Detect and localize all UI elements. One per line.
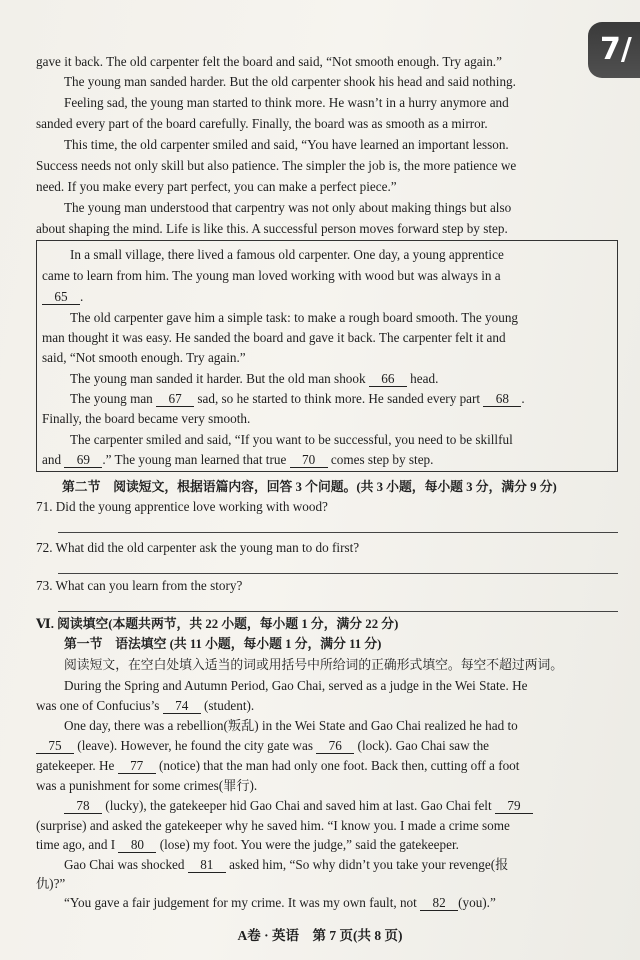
- instructions: 阅读短文，在空白处填入适当的词或用括号中所给词的正确形式填空。每空不超过两词。: [64, 658, 564, 672]
- passage-line: was a punishment for some crimes(罪行).: [36, 778, 258, 793]
- summary-line: came to learn from him. The young man loved working with wood but was always in a: [42, 268, 501, 283]
- story-line: Feeling sad, the young man started to think more. He wasn’t in a hurry anymore and: [64, 95, 509, 110]
- question-72: 72. What did the old carpenter ask the young man to do first?: [36, 540, 360, 555]
- summary-line: The carpenter smiled and said, “If you want to be successful, you need to be skillful: [70, 432, 513, 447]
- passage-line: Gao Chai was shocked 81 asked him, “So why didn’t you take your revenge(报: [64, 857, 509, 872]
- story-line: The young man sanded harder. But the old carpenter shook his head and said nothing.: [64, 74, 516, 89]
- part-header: Ⅵ. 阅读填空(本题共两节，共 22 小题，每小题 1 分，满分 22 分): [36, 617, 399, 631]
- passage-line: One day, there was a rebellion(叛乱) in the Wei State and Gao Chai realized he had to: [64, 718, 518, 733]
- summary-line: The young man sanded it harder. But the old man shook 66 head.: [70, 371, 439, 386]
- blank-82[interactable]: 82: [420, 895, 458, 911]
- passage-line: time ago, and I 80 (lose) my foot. You were the judge,” said the gatekeeper.: [36, 837, 459, 852]
- story-line: sanded every part of the board carefully. Finally, the board was as smooth as a mirror.: [36, 116, 488, 131]
- summary-line: 65 .: [42, 287, 83, 306]
- answer-line-73[interactable]: [58, 611, 618, 612]
- answer-line-71[interactable]: [58, 532, 618, 533]
- blank-68[interactable]: 68: [483, 391, 521, 407]
- passage-line: was one of Confucius’s 74 (student).: [36, 698, 255, 713]
- passage-line: gatekeeper. He 77 (notice) that the man had only one foot. Back then, cutting off a foot: [36, 758, 520, 773]
- blank-75[interactable]: 75: [36, 738, 74, 754]
- blank-74[interactable]: 74: [163, 698, 201, 714]
- blank-78[interactable]: 78: [64, 798, 102, 814]
- passage-line: 仇)?”: [36, 876, 66, 891]
- passage-line: 75 (leave). However, he found the city gate was 76 (lock). Gao Chai saw the: [36, 736, 489, 755]
- blank-69[interactable]: 69: [64, 452, 102, 468]
- story-line: Success needs not only skill but also patience. The simpler the job is, the more patience we: [36, 158, 517, 173]
- summary-line: The young man 67 sad, so he started to think more. He sanded every part 68 .: [70, 391, 525, 406]
- blank-76[interactable]: 76: [316, 738, 354, 754]
- question-73: 73. What can you learn from the story?: [36, 578, 243, 593]
- passage-line: “You gave a fair judgement for my crime. It was my own fault, not 82 (you).”: [64, 895, 496, 910]
- summary-line: said, “Not smooth enough. Try again.”: [42, 350, 246, 365]
- passage-line: During the Spring and Autumn Period, Gao Chai, served as a judge in the Wei State. He: [64, 678, 528, 693]
- blank-81[interactable]: 81: [188, 857, 226, 873]
- page-footer: A卷 · 英语 第 7 页(共 8 页): [237, 928, 403, 943]
- story-line: The young man understood that carpentry was not only about making things but also: [64, 200, 512, 215]
- summary-line: and 69 .” The young man learned that true 70 comes step by step.: [42, 452, 434, 467]
- summary-line: Finally, the board became very smooth.: [42, 411, 251, 426]
- blank-77[interactable]: 77: [118, 758, 156, 774]
- story-line: about shaping the mind. Life is like this. A successful person moves forward step by step.: [36, 221, 508, 236]
- blank-66[interactable]: 66: [369, 371, 407, 387]
- blank-70[interactable]: 70: [290, 452, 328, 468]
- section-header: 第二节 阅读短文，根据语篇内容，回答 3 个问题。(共 3 小题，每小题 3 分，满分 9 分): [62, 480, 557, 494]
- summary-line: man thought it was easy. He sanded the board and gave it back. The carpenter felt it and: [42, 330, 506, 345]
- summary-line: The old carpenter gave him a simple task: to make a rough board smooth. The young: [70, 310, 519, 325]
- blank-80[interactable]: 80: [118, 837, 156, 853]
- question-71: 71. Did the young apprentice love working with wood?: [36, 499, 328, 514]
- story-line: This time, the old carpenter smiled and said, “You have learned an important lesson.: [64, 137, 509, 152]
- blank-65[interactable]: 65: [42, 289, 80, 305]
- answer-line-72[interactable]: [58, 573, 618, 574]
- subsection-header: 第一节 语法填空 (共 11 小题，每小题 1 分，满分 11 分): [64, 637, 382, 651]
- passage-line: 78 (lucky), the gatekeeper hid Gao Chai and saved him at last. Gao Chai felt 79: [64, 796, 533, 815]
- story-line: gave it back. The old carpenter felt the board and said, “Not smooth enough. Try again.”: [36, 54, 502, 69]
- blank-67[interactable]: 67: [156, 391, 194, 407]
- blank-79[interactable]: 79: [495, 798, 533, 814]
- passage-line: (surprise) and asked the gatekeeper why he saved him. “I know you. I made a crime some: [36, 818, 510, 833]
- summary-line: In a small village, there lived a famous old carpenter. One day, a young apprentice: [70, 247, 504, 262]
- story-line: need. If you make every part perfect, you can make a perfect piece.”: [36, 179, 397, 194]
- page-tab: 7/: [588, 22, 640, 78]
